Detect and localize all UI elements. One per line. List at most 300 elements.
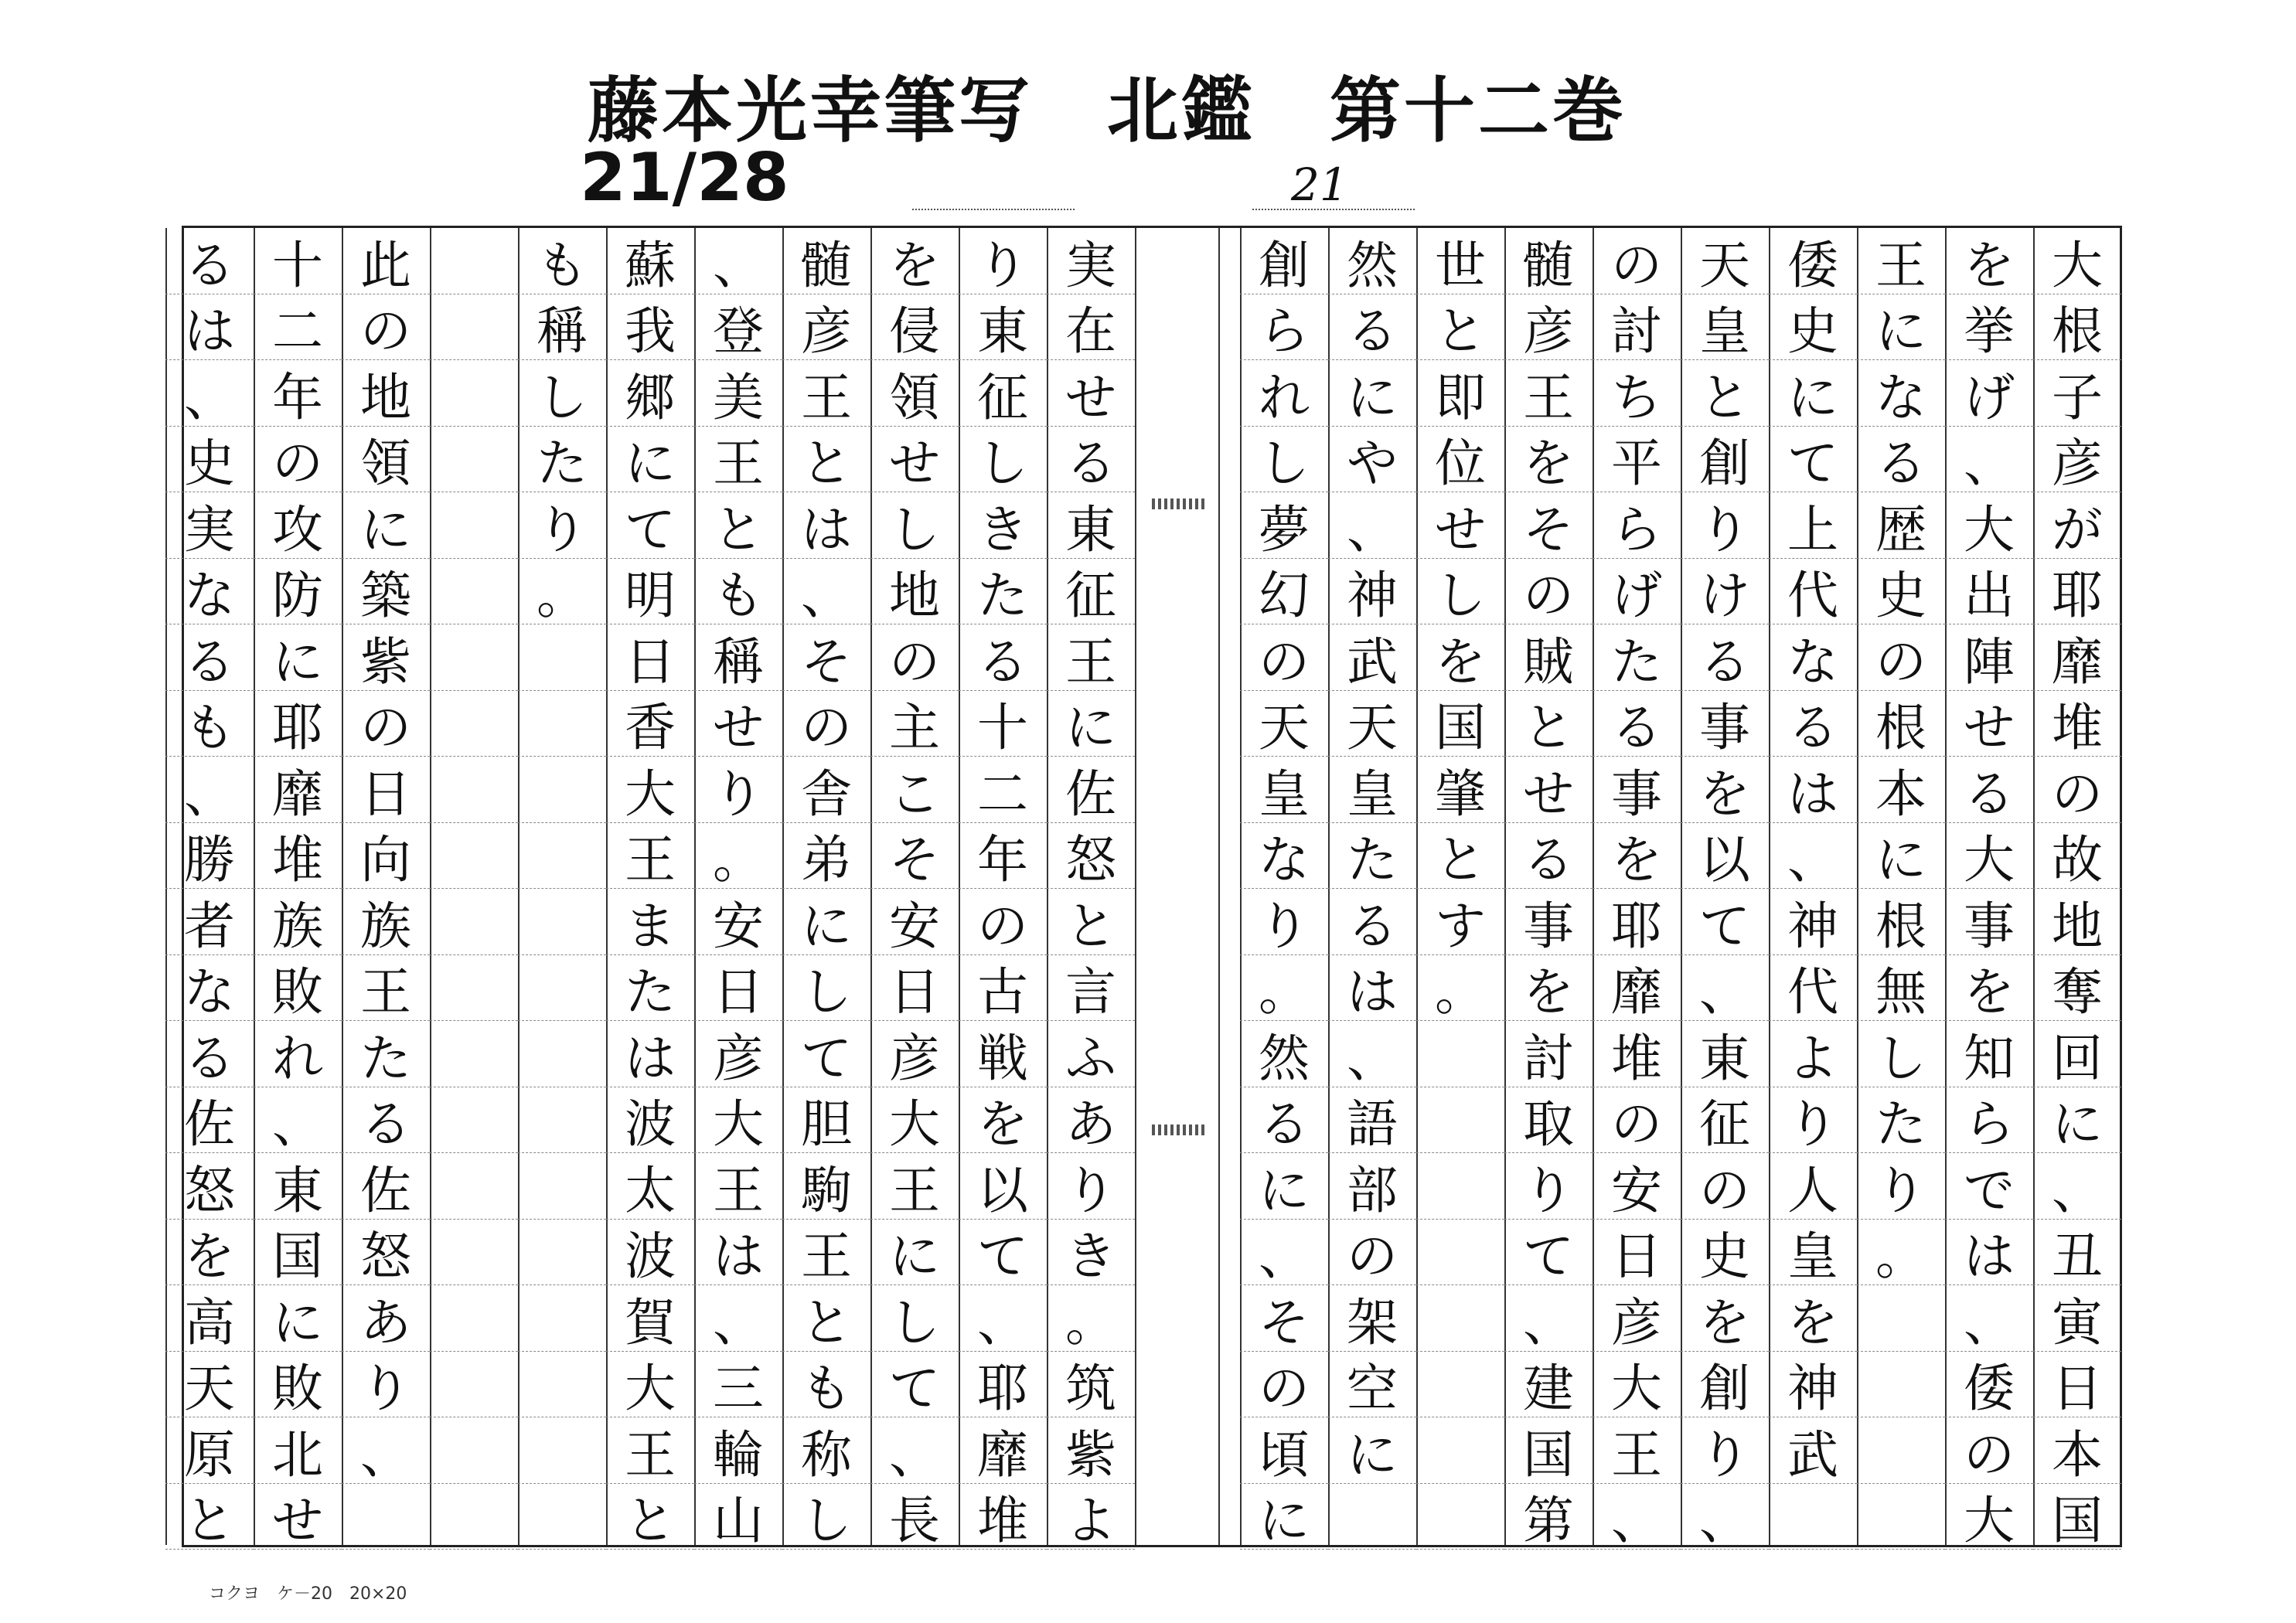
manuscript-cell: 空 [1328, 1352, 1416, 1418]
manuscript-cell: 大 [606, 1352, 694, 1418]
manuscript-cell [1416, 1352, 1504, 1418]
manuscript-cell: を [165, 1220, 254, 1286]
manuscript-cell: 耶 [1593, 889, 1681, 955]
manuscript-cell: り [1240, 889, 1328, 955]
manuscript-cell [430, 1153, 518, 1220]
manuscript-cell: 史 [165, 427, 254, 493]
manuscript-cell: 在 [1047, 294, 1135, 361]
manuscript-cell: 丑 [2033, 1220, 2121, 1286]
manuscript-cell: 実 [165, 492, 254, 559]
manuscript-cell: る [165, 228, 254, 294]
manuscript-cell: を [1504, 955, 1593, 1022]
manuscript-cell: と [782, 427, 870, 493]
page-number: 21/28 [580, 139, 789, 216]
manuscript-column [1240, 228, 1328, 1551]
manuscript-cell [430, 1021, 518, 1087]
manuscript-cell: 稱 [694, 624, 782, 691]
manuscript-cell: 彦 [870, 1021, 959, 1087]
manuscript-cell: 領 [870, 360, 959, 427]
manuscript-cell [1416, 1484, 1504, 1550]
manuscript-cell: 神 [1328, 559, 1416, 625]
manuscript-cell: 彦 [2033, 427, 2121, 493]
manuscript-cell [1416, 1021, 1504, 1087]
manuscript-cell: る [165, 1021, 254, 1087]
manuscript-cell: 倭 [1945, 1352, 2033, 1418]
manuscript-cell: の [1593, 1087, 1681, 1154]
manuscript-cell: 皇 [1328, 757, 1416, 823]
manuscript-cell: 然 [1328, 228, 1416, 294]
manuscript-cell: し [1240, 427, 1328, 493]
manuscript-cell: 、 [165, 360, 254, 427]
manuscript-cell: 賀 [606, 1285, 694, 1352]
manuscript-cell: る [1047, 427, 1135, 493]
manuscript-cell: ま [606, 889, 694, 955]
manuscript-cell: 。 [1857, 1220, 1945, 1286]
manuscript-cell: 太 [606, 1153, 694, 1220]
manuscript-cell: 敗 [254, 1352, 342, 1418]
manuscript-cell: 敗 [254, 955, 342, 1022]
manuscript-cell [1328, 1484, 1416, 1550]
manuscript-column [606, 228, 694, 1551]
manuscript-cell: り [694, 757, 782, 823]
manuscript-cell: 日 [2033, 1352, 2121, 1418]
manuscript-cell: 堆 [959, 1484, 1047, 1550]
manuscript-cell: 架 [1328, 1285, 1416, 1352]
manuscript-cell: 日 [342, 757, 430, 823]
manuscript-cell: 舎 [782, 757, 870, 823]
manuscript-cell: な [165, 955, 254, 1022]
manuscript-cell: る [1857, 427, 1945, 493]
manuscript-cell: は [1945, 1220, 2033, 1286]
manuscript-cell [430, 1484, 518, 1550]
manuscript-cell: に [782, 889, 870, 955]
page-number-line-left [912, 209, 1075, 210]
manuscript-cell: を [959, 1087, 1047, 1154]
manuscript-cell: 安 [694, 889, 782, 955]
manuscript-cell [1416, 1220, 1504, 1286]
manuscript-cell: 稱 [518, 294, 606, 361]
manuscript-cell: 彦 [694, 1021, 782, 1087]
manuscript-cell: と [782, 1285, 870, 1352]
manuscript-cell: せ [870, 427, 959, 493]
manuscript-cell [430, 294, 518, 361]
manuscript-cell: 二 [254, 294, 342, 361]
manuscript-cell: 。 [1047, 1285, 1135, 1352]
manuscript-cell: 国 [254, 1220, 342, 1286]
manuscript-cell: き [959, 492, 1047, 559]
manuscript-cell: 王 [782, 1220, 870, 1286]
manuscript-cell: 無 [1857, 955, 1945, 1022]
manuscript-cell [518, 1484, 606, 1550]
manuscript-cell [430, 1087, 518, 1154]
manuscript-cell: 王 [1857, 228, 1945, 294]
manuscript-cell: も [165, 691, 254, 757]
manuscript-cell: 事 [1945, 889, 2033, 955]
manuscript-cell: 根 [1857, 889, 1945, 955]
manuscript-cell: 挙 [1945, 294, 2033, 361]
manuscript-cell: と [606, 1484, 694, 1550]
manuscript-cell [518, 1220, 606, 1286]
manuscript-cell: る [959, 624, 1047, 691]
manuscript-column [1504, 228, 1593, 1551]
manuscript-cell: り [959, 228, 1047, 294]
manuscript-cell: げ [1593, 559, 1681, 625]
manuscript-cell: 耶 [254, 691, 342, 757]
manuscript-cell: 頃 [1240, 1417, 1328, 1484]
manuscript-cell: 彦 [1504, 294, 1593, 361]
manuscript-cell [1857, 1285, 1945, 1352]
manuscript-cell: に [2033, 1087, 2121, 1154]
manuscript-cell: 彦 [1593, 1285, 1681, 1352]
manuscript-cell: 年 [959, 823, 1047, 890]
manuscript-cell: 賊 [1504, 624, 1593, 691]
manuscript-cell: に [254, 624, 342, 691]
manuscript-cell: 領 [342, 427, 430, 493]
manuscript-cell: て [1681, 889, 1769, 955]
manuscript-cell [1416, 1153, 1504, 1220]
manuscript-cell: を [1504, 427, 1593, 493]
manuscript-cell: 東 [254, 1153, 342, 1220]
manuscript-cell: そ [782, 624, 870, 691]
manuscript-cell: 武 [1769, 1417, 1857, 1484]
manuscript-cell [430, 1220, 518, 1286]
manuscript-cell: 幻 [1240, 559, 1328, 625]
manuscript-cell [518, 757, 606, 823]
manuscript-cell: 陣 [1945, 624, 2033, 691]
manuscript-cell [1769, 1484, 1857, 1550]
manuscript-cell [1857, 1417, 1945, 1484]
manuscript-cell: 討 [1504, 1021, 1593, 1087]
manuscript-cell: 天 [1240, 691, 1328, 757]
manuscript-cell: 日 [694, 955, 782, 1022]
manuscript-cell: 靡 [2033, 624, 2121, 691]
manuscript-cell: 我 [606, 294, 694, 361]
manuscript-cell: 、 [959, 1285, 1047, 1352]
manuscript-cell: 武 [1328, 624, 1416, 691]
manuscript-cell: 平 [1593, 427, 1681, 493]
manuscript-cell: 事 [1593, 757, 1681, 823]
manuscript-column [342, 228, 430, 1545]
manuscript-cell: 根 [1857, 691, 1945, 757]
manuscript-cell [518, 1352, 606, 1418]
manuscript-cell: 倭 [1769, 228, 1857, 294]
manuscript-cell: 日 [870, 955, 959, 1022]
manuscript-cell: 安 [870, 889, 959, 955]
manuscript-cell: 侵 [870, 294, 959, 361]
manuscript-cell: 代 [1769, 559, 1857, 625]
manuscript-cell: 王 [694, 1153, 782, 1220]
manuscript-cell: 胆 [782, 1087, 870, 1154]
manuscript-cell: を [1416, 624, 1504, 691]
manuscript-cell: の [1593, 228, 1681, 294]
manuscript-cell: 北 [254, 1417, 342, 1484]
manuscript-cell: 天 [1328, 691, 1416, 757]
manuscript-cell: に [1047, 691, 1135, 757]
manuscript-cell: 堆 [254, 823, 342, 890]
manuscript-cell: と [1047, 889, 1135, 955]
manuscript-cell: 戦 [959, 1021, 1047, 1087]
manuscript-cell: 波 [606, 1087, 694, 1154]
manuscript-cell: 討 [1593, 294, 1681, 361]
manuscript-column [1416, 228, 1504, 1545]
manuscript-cell: 称 [782, 1417, 870, 1484]
manuscript-cell: に [870, 1220, 959, 1286]
manuscript-cell: 史 [1857, 559, 1945, 625]
manuscript-column [254, 228, 342, 1551]
manuscript-cell: の [342, 294, 430, 361]
manuscript-cell: 天 [165, 1352, 254, 1418]
manuscript-cell: な [1240, 823, 1328, 890]
manuscript-cell: に [254, 1285, 342, 1352]
manuscript-cell: 代 [1769, 955, 1857, 1022]
center-gutter [1135, 228, 1220, 1545]
manuscript-column [1047, 228, 1135, 1551]
manuscript-cell: 大 [694, 1087, 782, 1154]
gutter-mark-bottom [1152, 1125, 1206, 1135]
manuscript-cell: 堆 [1593, 1021, 1681, 1087]
manuscript-cell: 美 [694, 360, 782, 427]
manuscript-cell: し [1857, 1021, 1945, 1087]
manuscript-cell: 故 [2033, 823, 2121, 890]
manuscript-cell: の [782, 691, 870, 757]
manuscript-column [518, 228, 606, 1545]
page-title: 藤本光幸筆写 北鑑 第十二巻 [588, 70, 1627, 152]
manuscript-cell: 皇 [1769, 1220, 1857, 1286]
manuscript-cell: 長 [870, 1484, 959, 1550]
manuscript-cell [518, 823, 606, 890]
manuscript-cell: れ [254, 1021, 342, 1087]
manuscript-cell: 堆 [2033, 691, 2121, 757]
manuscript-cell [342, 1484, 430, 1550]
manuscript-cell: ふ [1047, 1021, 1135, 1087]
manuscript-cell: た [606, 955, 694, 1022]
manuscript-cell: 第 [1504, 1484, 1593, 1550]
manuscript-cell [518, 1021, 606, 1087]
manuscript-cell: ら [1240, 294, 1328, 361]
manuscript-cell: 大 [1945, 823, 2033, 890]
manuscript-cell: 知 [1945, 1021, 2033, 1087]
manuscript-column [1945, 228, 2033, 1551]
manuscript-cell: 史 [1681, 1220, 1769, 1286]
manuscript-cell: 靡 [1593, 955, 1681, 1022]
manuscript-cell: 東 [959, 294, 1047, 361]
manuscript-column [2033, 228, 2121, 1551]
manuscript-cell [430, 360, 518, 427]
manuscript-cell: 駒 [782, 1153, 870, 1220]
manuscript-cell: 人 [1769, 1153, 1857, 1220]
manuscript-cell: せ [1945, 691, 2033, 757]
manuscript-cell: は [606, 1021, 694, 1087]
manuscript-cell: は [782, 492, 870, 559]
manuscript-cell: 夢 [1240, 492, 1328, 559]
manuscript-cell: そ [870, 823, 959, 890]
manuscript-cell: を [870, 228, 959, 294]
manuscript-cell [1416, 1417, 1504, 1484]
manuscript-cell: 言 [1047, 955, 1135, 1022]
manuscript-cell [518, 691, 606, 757]
manuscript-cell: 本 [1857, 757, 1945, 823]
manuscript-cell: 佐 [165, 1087, 254, 1154]
manuscript-cell: 、 [1681, 1484, 1769, 1550]
manuscript-cell: 以 [959, 1153, 1047, 1220]
manuscript-column [430, 228, 518, 1545]
manuscript-cell: 取 [1504, 1087, 1593, 1154]
manuscript-cell: 登 [694, 294, 782, 361]
manuscript-cell: の [1857, 624, 1945, 691]
manuscript-cell: 安 [1593, 1153, 1681, 1220]
manuscript-cell: 回 [2033, 1021, 2121, 1087]
manuscript-cell: り [342, 1352, 430, 1418]
manuscript-cell: て [782, 1021, 870, 1087]
manuscript-cell: 征 [1681, 1087, 1769, 1154]
manuscript-cell: は [1769, 757, 1857, 823]
manuscript-cell: 。 [518, 559, 606, 625]
manuscript-cell: に [1328, 1417, 1416, 1484]
manuscript-cell: を [1769, 1285, 1857, 1352]
manuscript-cell: 年 [254, 360, 342, 427]
manuscript-cell: け [1681, 559, 1769, 625]
manuscript-cell: の [959, 889, 1047, 955]
manuscript-cell [430, 228, 518, 294]
manuscript-cell: 即 [1416, 360, 1504, 427]
manuscript-cell: を [1945, 955, 2033, 1022]
manuscript-cell: 大 [2033, 228, 2121, 294]
manuscript-cell: げ [1945, 360, 2033, 427]
manuscript-cell: 佐 [342, 1153, 430, 1220]
manuscript-cell: 、 [1504, 1285, 1593, 1352]
manuscript-cell: 語 [1328, 1087, 1416, 1154]
manuscript-cell: 、 [1240, 1220, 1328, 1286]
manuscript-cell: 根 [2033, 294, 2121, 361]
manuscript-cell: 族 [254, 889, 342, 955]
manuscript-cell: 波 [606, 1220, 694, 1286]
manuscript-cell: の [254, 427, 342, 493]
manuscript-cell: る [1681, 624, 1769, 691]
manuscript-cell [430, 691, 518, 757]
manuscript-cell: 大 [870, 1087, 959, 1154]
manuscript-cell: た [1857, 1087, 1945, 1154]
manuscript-cell: 神 [1769, 889, 1857, 955]
manuscript-cell: 日 [606, 624, 694, 691]
manuscript-cell: な [1857, 360, 1945, 427]
manuscript-cell: よ [1769, 1021, 1857, 1087]
manuscript-cell: こ [870, 757, 959, 823]
manuscript-cell: 征 [1047, 559, 1135, 625]
manuscript-cell: の [2033, 757, 2121, 823]
manuscript-cell: 事 [1681, 691, 1769, 757]
manuscript-cell: た [342, 1021, 430, 1087]
manuscript-cell: 二 [959, 757, 1047, 823]
manuscript-cell: の [1945, 1417, 2033, 1484]
manuscript-cell: 創 [1240, 228, 1328, 294]
manuscript-cell: 王 [694, 427, 782, 493]
manuscript-cell: の [1504, 559, 1593, 625]
manuscript-cell: 肇 [1416, 757, 1504, 823]
manuscript-cell: 国 [1504, 1417, 1593, 1484]
manuscript-cell: し [870, 1285, 959, 1352]
manuscript-cell: 築 [342, 559, 430, 625]
manuscript-cell: も [782, 1352, 870, 1418]
manuscript-cell: た [1593, 624, 1681, 691]
manuscript-cell: る [1240, 1087, 1328, 1154]
manuscript-cell: 、 [254, 1087, 342, 1154]
manuscript-cell: 王 [1504, 360, 1593, 427]
manuscript-cell: 髄 [782, 228, 870, 294]
manuscript-cell: 王 [606, 823, 694, 890]
manuscript-cell: 者 [165, 889, 254, 955]
gutter-mark-top [1152, 498, 1206, 509]
manuscript-cell: 征 [959, 360, 1047, 427]
manuscript-cell: た [1328, 823, 1416, 890]
manuscript-cell: せ [694, 691, 782, 757]
manuscript-cell: 大 [1945, 1484, 2033, 1550]
manuscript-cell: あ [1047, 1087, 1135, 1154]
manuscript-cell [430, 757, 518, 823]
manuscript-cell: る [1328, 889, 1416, 955]
manuscript-cell: 、 [1945, 1285, 2033, 1352]
manuscript-cell: て [870, 1352, 959, 1418]
manuscript-cell: 、 [2033, 1153, 2121, 1220]
manuscript-cell [430, 492, 518, 559]
manuscript-cell: し [782, 955, 870, 1022]
manuscript-cell: の [1240, 1352, 1328, 1418]
manuscript-cell: 郷 [606, 360, 694, 427]
manuscript-cell: 怒 [165, 1153, 254, 1220]
manuscript-cell: り [1857, 1153, 1945, 1220]
manuscript-column [165, 228, 254, 1551]
manuscript-cell: 耶 [959, 1352, 1047, 1418]
manuscript-cell: 王 [870, 1153, 959, 1220]
manuscript-cell: の [1240, 624, 1328, 691]
manuscript-cell: ら [1593, 492, 1681, 559]
manuscript-column [1681, 228, 1769, 1551]
manuscript-cell: 山 [694, 1484, 782, 1550]
manuscript-cell: 高 [165, 1285, 254, 1352]
manuscript-cell: 。 [1240, 955, 1328, 1022]
manuscript-cell: 佐 [1047, 757, 1135, 823]
manuscript-cell: そ [1504, 492, 1593, 559]
manuscript-cell: 大 [1945, 492, 2033, 559]
manuscript-cell: 地 [342, 360, 430, 427]
manuscript-cell: 位 [1416, 427, 1504, 493]
manuscript-cell: の [1681, 1153, 1769, 1220]
manuscript-cell: 、 [782, 559, 870, 625]
manuscript-column [1593, 228, 1681, 1551]
manuscript-column [1857, 228, 1945, 1545]
manuscript-cell: に [342, 492, 430, 559]
manuscript-cell: し [1416, 559, 1504, 625]
manuscript-cell [430, 1285, 518, 1352]
manuscript-cell: 創 [1681, 427, 1769, 493]
manuscript-cell: は [165, 294, 254, 361]
manuscript-cell: る [1504, 823, 1593, 890]
manuscript-cell: 、 [1769, 823, 1857, 890]
manuscript-cell: 紫 [1047, 1417, 1135, 1484]
manuscript-cell: て [1769, 427, 1857, 493]
manuscript-cell: 王 [782, 360, 870, 427]
manuscript-cell: せ [1504, 757, 1593, 823]
manuscript-cell: そ [1240, 1285, 1328, 1352]
manuscript-cell [1416, 1087, 1504, 1154]
manuscript-cell: せ [254, 1484, 342, 1550]
manuscript-column [1769, 228, 1857, 1545]
manuscript-cell: 皇 [1240, 757, 1328, 823]
manuscript-cell [518, 955, 606, 1022]
manuscript-cell: と [1416, 823, 1504, 890]
manuscript-cell: 防 [254, 559, 342, 625]
manuscript-cell: 部 [1328, 1153, 1416, 1220]
manuscript-cell: ら [1945, 1087, 2033, 1154]
